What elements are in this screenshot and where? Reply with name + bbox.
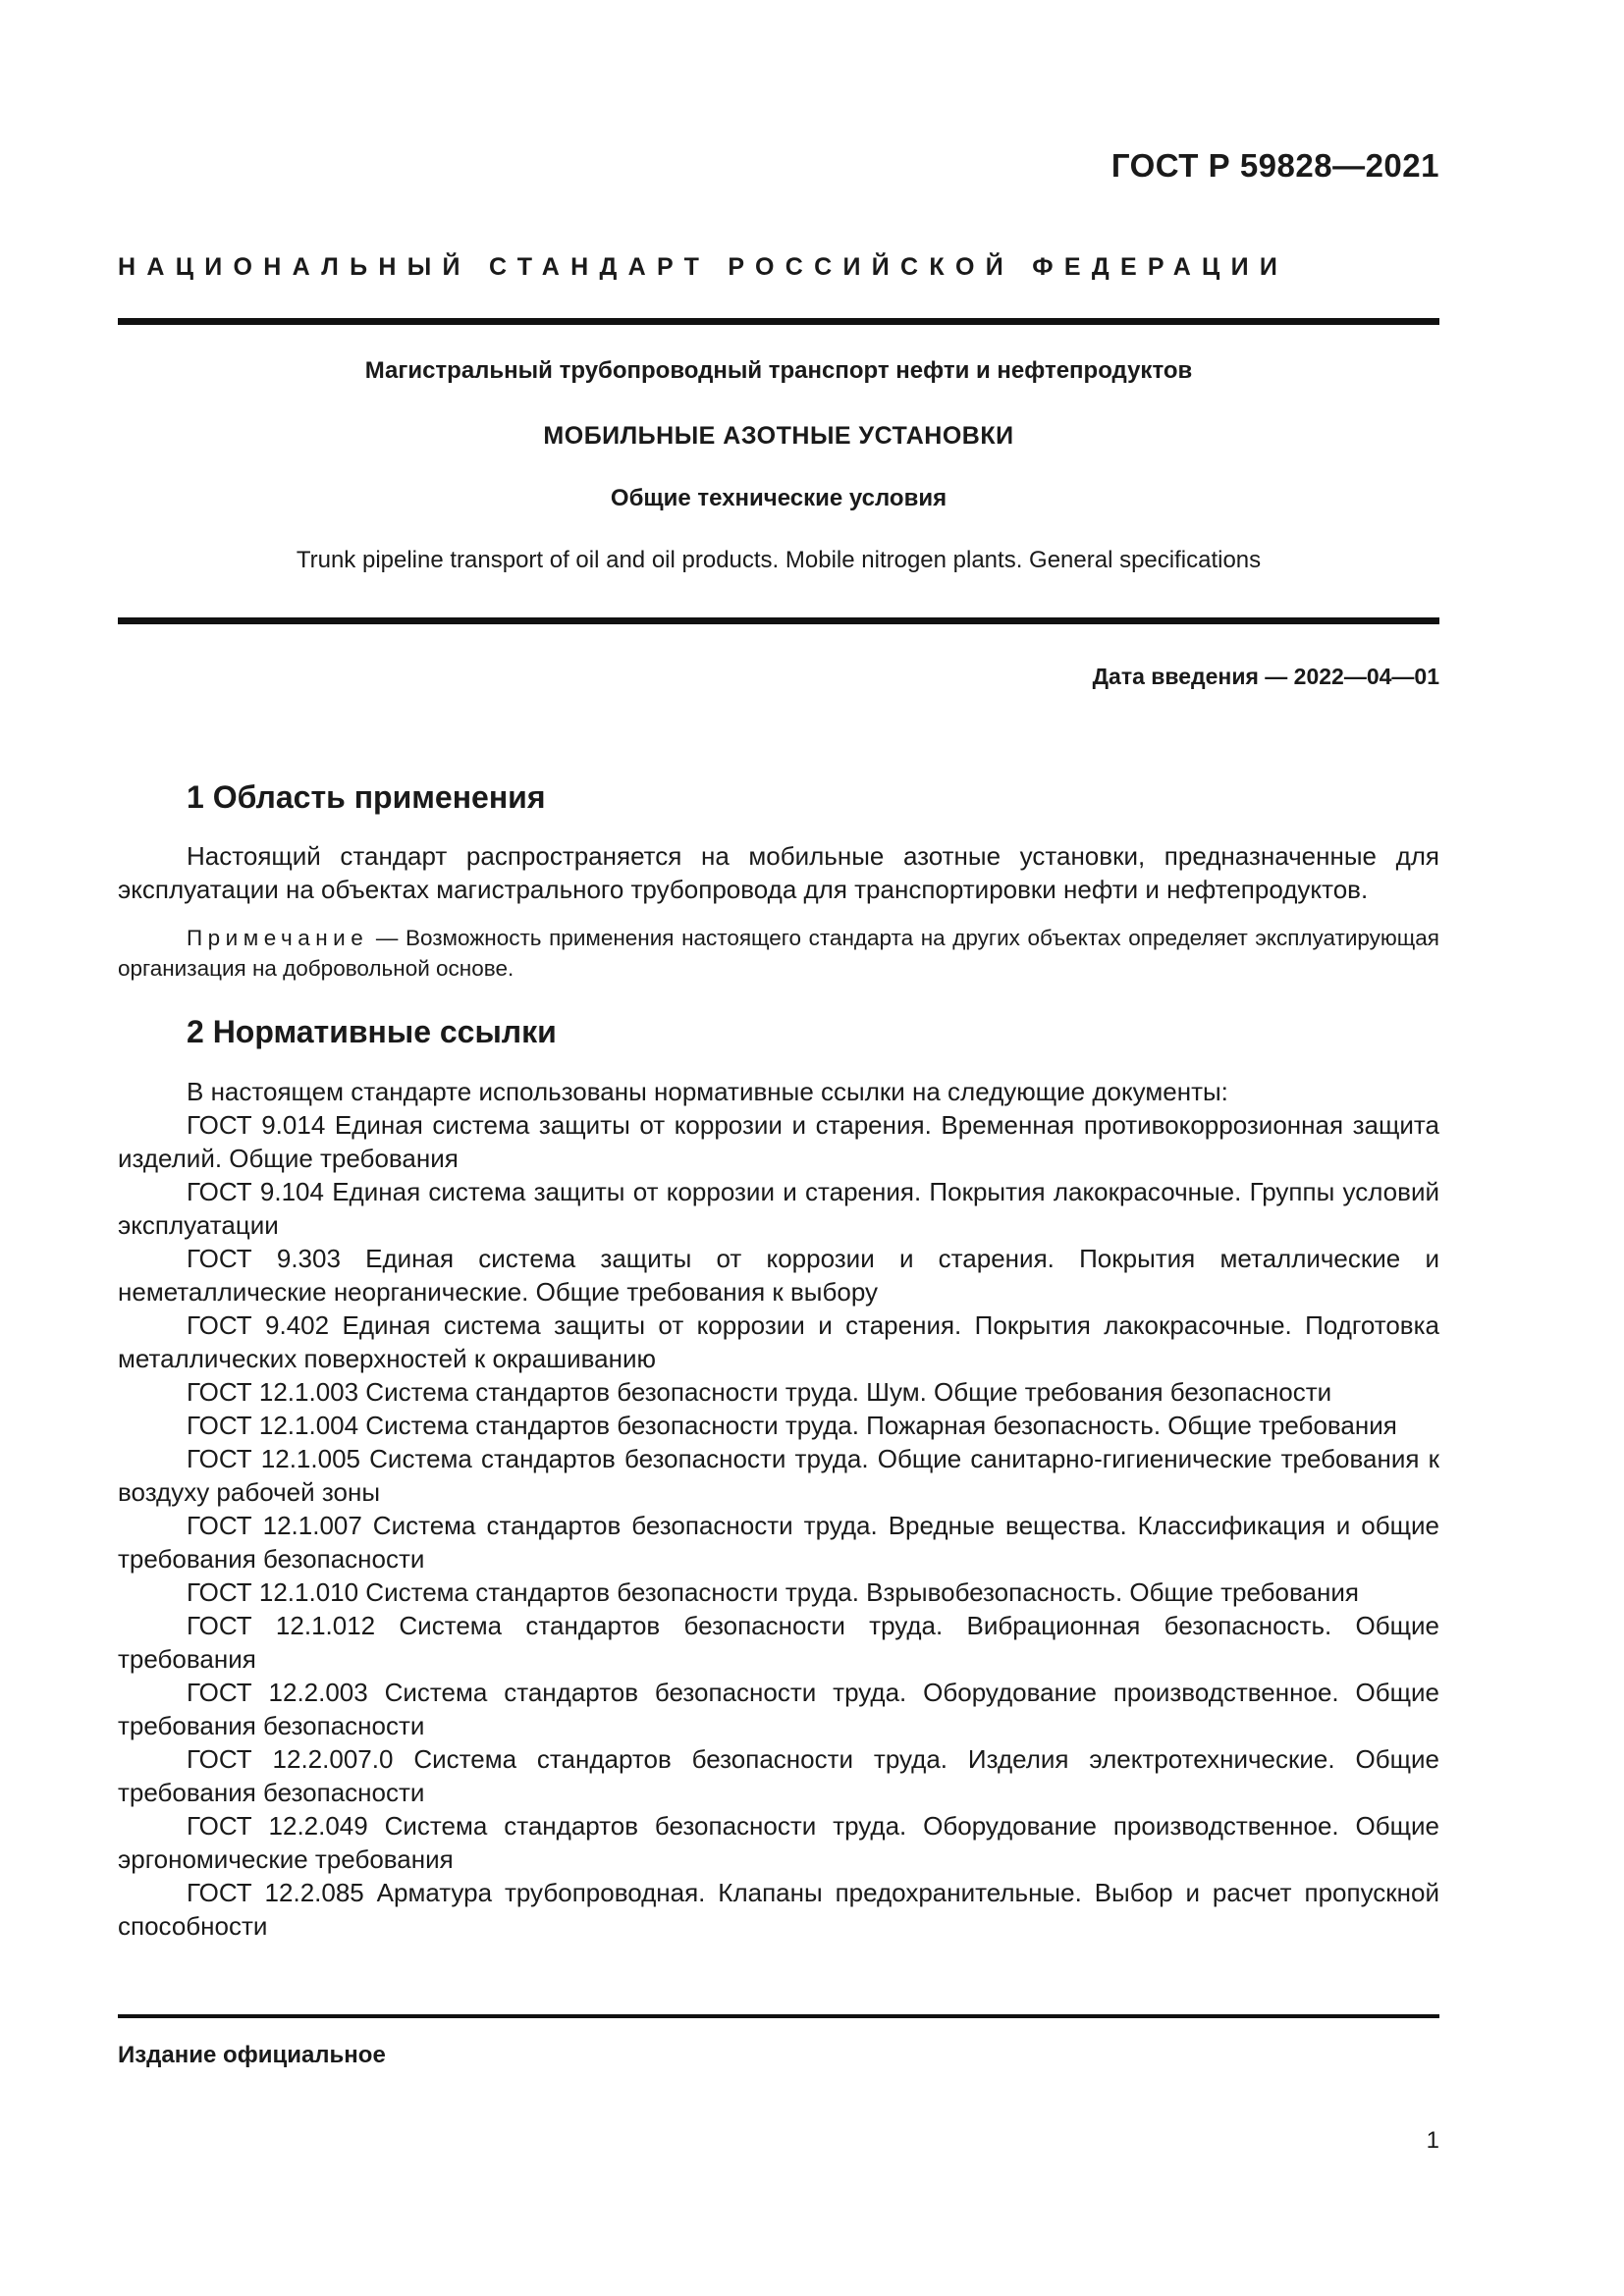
- top-rule: [118, 318, 1439, 325]
- reference-item: ГОСТ 9.402 Единая система защиты от коррозии и старения. Покрытия лакокрасочные. Подготовка металлических поверхностей к окрашиванию: [118, 1310, 1439, 1373]
- reference-item: ГОСТ 12.1.003 Система стандартов безопасности труда. Шум. Общие требования безопасности: [187, 1377, 1332, 1407]
- reference-item: ГОСТ 12.1.004 Система стандартов безопасности труда. Пожарная безопасность. Общие требования: [187, 1411, 1397, 1440]
- reference-item: ГОСТ 12.2.007.0 Система стандартов безопасности труда. Изделия электротехнические. Общие требования безопасности: [118, 1744, 1439, 1807]
- reference-item: ГОСТ 12.1.007 Система стандартов безопасности труда. Вредные вещества. Классификация и общие требования безопасности: [118, 1511, 1439, 1574]
- title-line-3: Общие технические условия: [610, 485, 947, 511]
- english-title: Trunk pipeline transport of oil and oil products. Mobile nitrogen plants. General specifications: [296, 547, 1262, 573]
- reference-item: ГОСТ 9.104 Единая система защиты от коррозии и старения. Покрытия лакокрасочные. Группы условий эксплуатации: [118, 1177, 1439, 1240]
- footer-rule: [118, 2014, 1439, 2018]
- standard-number: ГОСТ Р 59828—2021: [1110, 147, 1439, 184]
- normative-references-list: [118, 1108, 1439, 1943]
- introduction-date: Дата введения — 2022—04—01: [1092, 664, 1439, 689]
- title-line-2: МОБИЛЬНЫЕ АЗОТНЫЕ УСТАНОВКИ: [543, 422, 1014, 450]
- reference-item: ГОСТ 12.1.010 Система стандартов безопасности труда. Взрывобезопасность. Общие требования: [187, 1577, 1359, 1607]
- title-bottom-rule: [118, 617, 1439, 624]
- page-number: 1: [1426, 2127, 1439, 2154]
- reference-item: ГОСТ 12.1.012 Система стандартов безопасности труда. Вибрационная безопасность. Общие требования: [118, 1611, 1439, 1674]
- reference-item: ГОСТ 12.2.085 Арматура трубопроводная. Клапаны предохранительные. Выбор и расчет пропускной способности: [118, 1878, 1439, 1941]
- reference-item: ГОСТ 12.1.005 Система стандартов безопасности труда. Общие санитарно-гигиенические требования к воздуху рабочей зоны: [118, 1444, 1439, 1507]
- note-label: Примечание: [187, 926, 369, 950]
- reference-item: ГОСТ 9.303 Единая система защиты от коррозии и старения. Покрытия металлические и неметаллические неорганические. Общие требования к выбору: [118, 1244, 1439, 1307]
- note-text: — Возможность применения настоящего стандарта на других объектах определяет эксплуатирующая организация на добровольной основе.: [118, 926, 1439, 981]
- section-1-note: [118, 923, 1439, 984]
- section-1-heading: 1 Область применения: [187, 779, 546, 815]
- section-2-body: [118, 1075, 1439, 1943]
- section-2-intro: В настоящем стандарте использованы нормативные ссылки на следующие документы:: [187, 1077, 1228, 1106]
- section-1-body: [118, 839, 1439, 906]
- reference-item: ГОСТ 12.2.049 Система стандартов безопасности труда. Оборудование производственное. Общие эргономические требования: [118, 1811, 1439, 1874]
- official-edition-label: Издание официальное: [118, 2042, 386, 2068]
- title-line-1: Магистральный трубопроводный транспорт нефти и нефтепродуктов: [364, 357, 1193, 384]
- national-standard-banner: НАЦИОНАЛЬНЫЙ СТАНДАРТ РОССИЙСКОЙ ФЕДЕРАЦИИ: [118, 253, 1289, 281]
- reference-item: ГОСТ 12.2.003 Система стандартов безопасности труда. Оборудование производственное. Общие требования безопасности: [118, 1678, 1439, 1740]
- section-1-paragraph: Настоящий стандарт распространяется на мобильные азотные установки, предназначенные для эксплуатации на объектах магистрального трубопровода для транспортировки нефти и нефтепродуктов.: [118, 841, 1439, 904]
- reference-item: ГОСТ 9.014 Единая система защиты от коррозии и старения. Временная противокоррозионная защита изделий. Общие требования: [118, 1110, 1439, 1173]
- section-2-heading: 2 Нормативные ссылки: [187, 1014, 557, 1049]
